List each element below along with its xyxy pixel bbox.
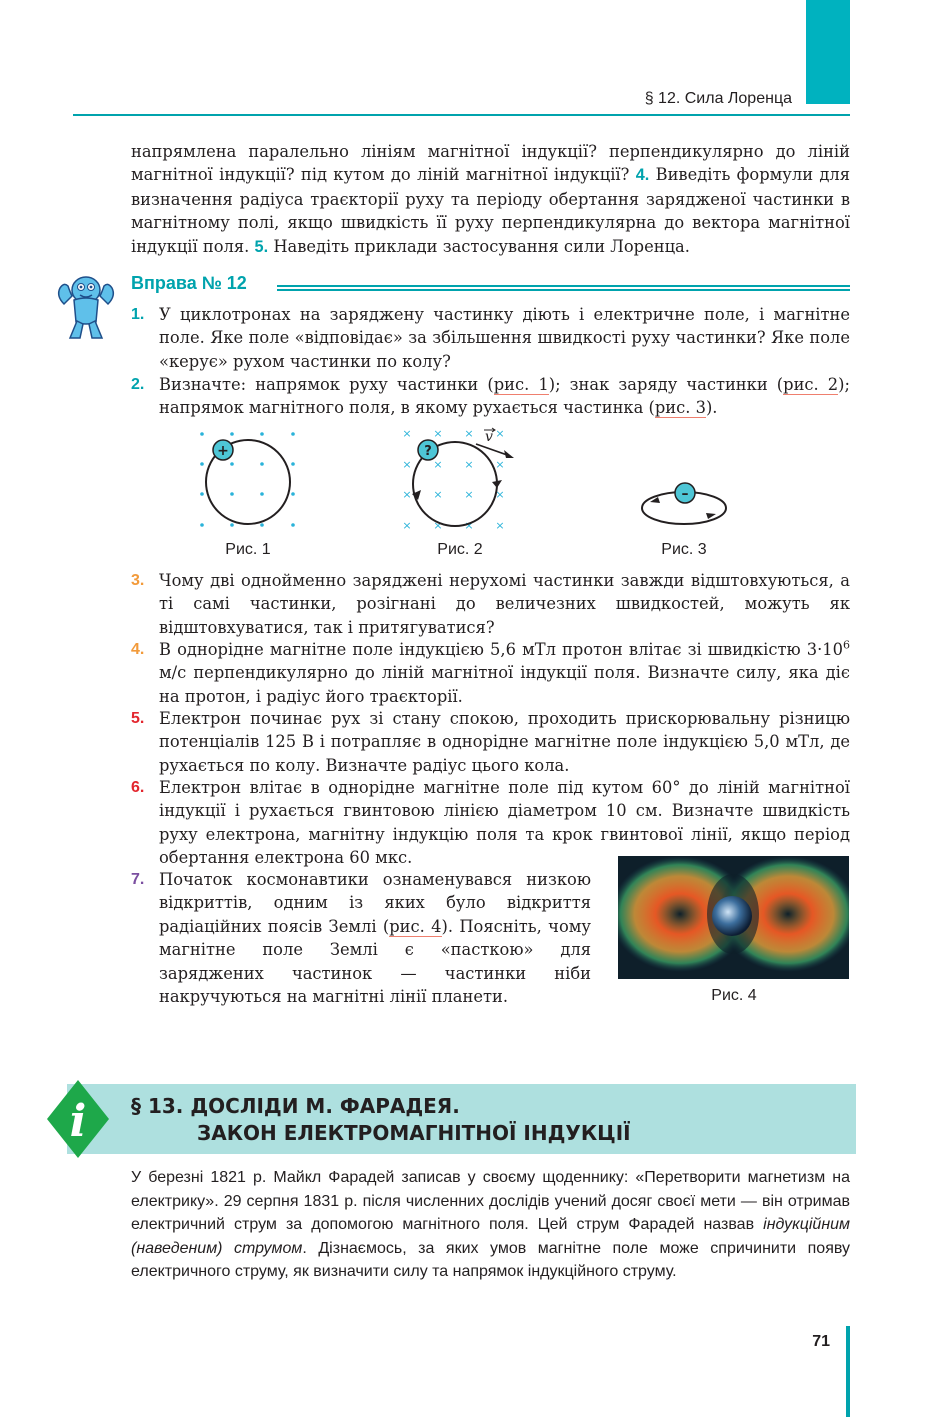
svg-text:×: × — [464, 458, 474, 471]
item-text-part: ). — [705, 398, 718, 418]
exercise-item-5 — [131, 707, 850, 777]
intro-paragraph — [131, 140, 850, 259]
section-title-line-1: § 13. ДОСЛІДИ М. ФАРАДЕЯ. — [131, 1094, 460, 1118]
item-text-part: ); напрямок магнітного поля, в якому рухається частинка ( — [159, 375, 851, 418]
exercise-title: Вправа № 12 — [131, 273, 247, 293]
charge-sign: ? — [424, 444, 432, 459]
item-number: 5. — [131, 710, 145, 727]
item-text-part: Визначте: напрямок руху частинки ( — [159, 375, 494, 394]
item-text-part: Початок космонавтики ознаменувався низкою відкриттів, одним із яких було відкриття радіаційних поясів Землі ( — [159, 870, 591, 936]
svg-text:×: × — [402, 488, 412, 501]
svg-text:×: × — [464, 427, 474, 440]
velocity-arrowhead — [504, 450, 514, 458]
item-text-part: м/с перпендикулярно до ліній магнітної індукції поля. Визначте силу, яка діє на протон, і радіус його траєкторії. — [159, 663, 850, 706]
intro-text-1: напрямлена паралельно лініям магнітної індукції? перпендикулярно до ліній магнітної індукції? під кутом до ліній магнітної індукції? — [131, 142, 850, 185]
svg-text:×: × — [464, 519, 474, 532]
figure-2-caption: Рис. 2 — [437, 541, 483, 558]
svg-text:×: × — [402, 427, 412, 440]
exercise-item-3 — [131, 569, 850, 639]
question-number-5: 5. — [254, 237, 269, 256]
figure-3-caption: Рис. 3 — [661, 541, 707, 558]
paragraph-text: . Дізнаємось, за яких умов магнітне поле може спричинити появу електричного струму, як визначити силу та напрямок індукційного струму. — [131, 1239, 851, 1280]
page-number-bar — [846, 1326, 850, 1417]
svg-text:×: × — [433, 458, 443, 471]
paragraph-text: У березні 1821 р. Майкл Фарадей записав у своєму щоденнику: «Перетворити магнетизм на електрику». 29 серпня 1831 р. після численних дослідів учений досяг своєї мети — він отримав електричний струм за допомогою магнітного поля. Цей струм Фарадей назвав — [131, 1169, 850, 1233]
earth-icon — [712, 896, 752, 936]
exercise-item-2 — [131, 373, 850, 420]
header-color-tab — [806, 0, 850, 104]
svg-text:×: × — [464, 488, 474, 501]
item-number: 1. — [131, 306, 145, 323]
item-text: Електрон починає рух зі стану спокою, проходить прискорювальну різницю потенціалів 125 В і потрапляє в однорідне магнітне поле індукцією 5,0 мТл, де рухається по колу. Визначте радіус цього кола. — [159, 709, 850, 775]
page-number: 71 — [812, 1333, 830, 1350]
direction-arrow — [492, 480, 502, 488]
svg-text:×: × — [495, 488, 505, 501]
item-text-part: ); знак заряду частинки ( — [548, 375, 784, 394]
paragraph-emphasis: індукційним (наведеним) струмом — [131, 1216, 850, 1257]
header-rule — [73, 114, 850, 116]
svg-text:×: × — [433, 427, 443, 440]
intro-text-2: Виведіть формули для визначення радіуса траєкторії руху та періоду обертання зарядженої частинки в магнітному полі, якщо швидкість її руху перпендикулярна до вектора магнітної індукції поля. — [131, 165, 851, 256]
figure-2 — [398, 426, 518, 532]
exercise-item-7 — [131, 868, 591, 1008]
svg-text:×: × — [433, 519, 443, 532]
velocity-label: v — [485, 429, 493, 445]
figure-4-caption: Рис. 4 — [711, 987, 757, 1004]
question-number-4: 4. — [635, 166, 650, 185]
item-number: 7. — [131, 871, 145, 888]
item-number: 3. — [131, 572, 145, 589]
exponent: 6 — [843, 638, 850, 652]
item-text — [159, 373, 850, 420]
figure-ref-1[interactable]: рис. 1 — [493, 375, 549, 394]
svg-text:×: × — [402, 458, 412, 471]
section-paragraph — [131, 1166, 850, 1284]
running-header: § 12. Сила Лоренца — [644, 90, 792, 107]
svg-text:×: × — [495, 427, 505, 440]
figure-ref-2[interactable]: рис. 2 — [783, 375, 839, 394]
info-letter: i — [69, 1096, 87, 1147]
section-title — [131, 1093, 631, 1147]
figure-1-caption: Рис. 1 — [225, 541, 271, 558]
item-text — [159, 638, 850, 708]
item-text-part: В однорідне магнітне поле індукцією 5,6 мТл протон влітає зі швидкістю 3·10 — [159, 640, 843, 659]
exercise-item-1 — [131, 303, 850, 373]
exercise-item-4 — [131, 638, 850, 708]
figure-ref-3[interactable]: рис. 3 — [654, 398, 706, 418]
charge-sign: + — [217, 443, 229, 459]
item-text: Електрон влітає в однорідне магнітне поле під кутом 60° до ліній магнітної індукції і рухається гвинтовою лінією діаметром 10 см. Визначте швидкість руху електрона, магнітну індукцію поля та крок гвинтової лінії, якщо період обертання електрона 60 мкс. — [159, 778, 850, 868]
info-icon — [45, 1078, 111, 1160]
svg-text:×: × — [402, 519, 412, 532]
item-text-part: ). Поясніть, чому магнітне поле Землі є «пасткою» для заряджених частинок — частинки ніби накручуються на магнітні лінії планети. — [159, 916, 591, 1007]
figure-3 — [636, 476, 730, 530]
figure-4-radiation-belts-image — [618, 856, 849, 979]
intro-text-3: Наведіть приклади застосування сили Лоренца. — [273, 236, 690, 256]
svg-text:×: × — [433, 488, 443, 501]
figure-ref-4[interactable]: рис. 4 — [389, 916, 442, 936]
charge-sign: – — [681, 486, 689, 502]
item-number: 2. — [131, 376, 145, 393]
item-text: Чому дві однойменно заряджені нерухомі частинки завжди відштовхуються, а ті самі частинки, розігнані до величезних швидкостей, можуть як відштовхуватися, так і притягуватися? — [159, 571, 850, 637]
item-number: 6. — [131, 779, 145, 796]
mascot-icon — [50, 266, 122, 342]
section-title-line-2: ЗАКОН ЕЛЕКТРОМАГНІТНОЇ ІНДУКЦІЇ — [197, 1121, 631, 1145]
figure-1 — [196, 426, 302, 532]
svg-text:×: × — [495, 519, 505, 532]
item-text: У циклотронах на заряджену частинку діють і електричне поле, і магнітне поле. Яке поле «відповідає» за збільшення швидкості руху частинки? Яке поле «керує» рухом частинки по колу? — [159, 305, 850, 371]
exercise-title-rule — [277, 284, 850, 292]
item-text — [159, 868, 591, 1008]
item-number: 4. — [131, 641, 145, 658]
svg-text:×: × — [495, 458, 505, 471]
